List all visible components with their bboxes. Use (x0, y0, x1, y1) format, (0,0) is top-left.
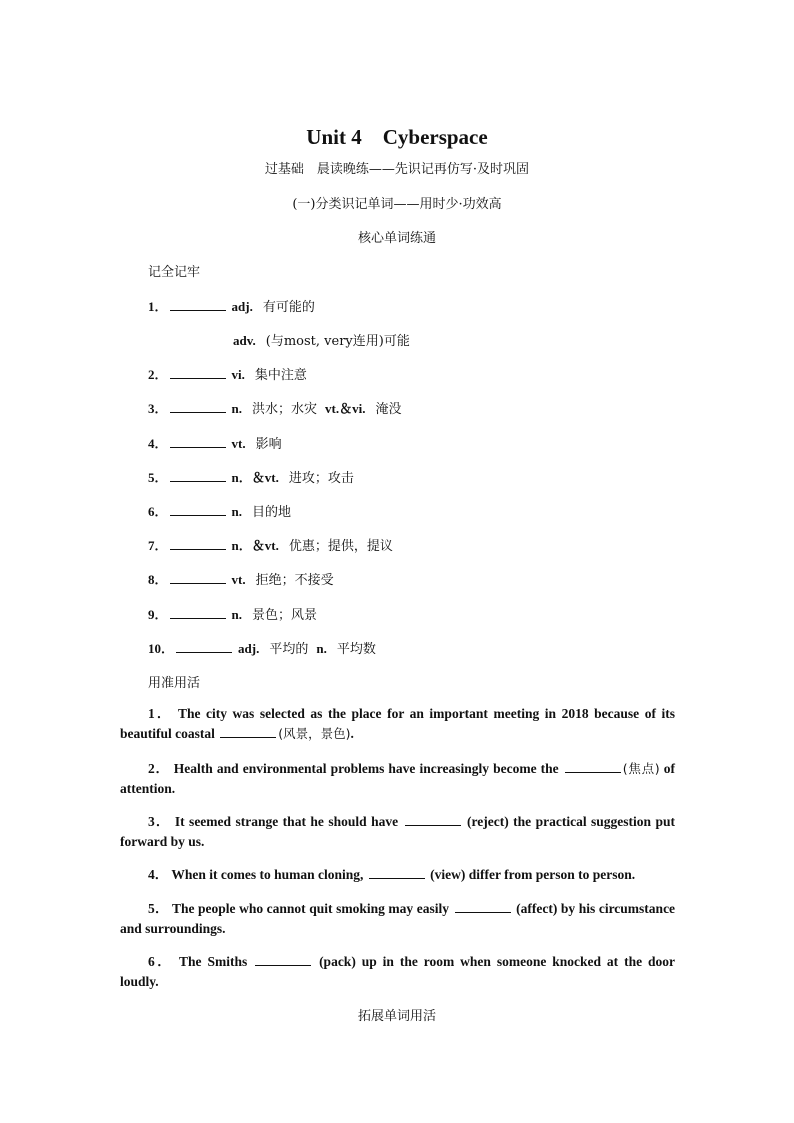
part-of-speech-2: vt.＆vi. (325, 401, 366, 416)
section-heading: (一)分类识记单词——用时少·功效高 (292, 197, 502, 212)
memorize-label: 记全记牢 (148, 265, 201, 280)
sentence-text: The city was selected as the place for an important meeting in 2018 because of its beautiful coastal (120, 706, 676, 741)
usage-label: 用准用活 (148, 676, 201, 691)
part-of-speech: n. (231, 607, 242, 622)
vocab-item (148, 398, 401, 417)
vocab-item (148, 296, 315, 315)
item-number: 4． (148, 436, 168, 451)
item-number: 5． (148, 470, 168, 485)
part-of-speech: vi. (231, 367, 245, 382)
section-subheading-2: 拓展单词用活 (357, 1009, 436, 1024)
item-number: 6． (148, 954, 174, 969)
meaning: 有可能的 (262, 300, 315, 315)
meaning: 拒绝；不接受 (255, 573, 334, 588)
answer-blank[interactable] (170, 572, 226, 584)
part-of-speech: vt. (231, 436, 246, 451)
hint: (焦点) (622, 761, 660, 776)
part-of-speech: adj. (231, 299, 253, 314)
item-number: 7． (148, 538, 168, 553)
meaning-2: 淹没 (375, 402, 402, 417)
answer-blank[interactable] (176, 641, 232, 653)
page-title: Unit 4 Cyberspace (306, 125, 488, 149)
exercise-sentence (120, 899, 675, 939)
sentence-text: When it comes to human cloning, (171, 867, 364, 882)
vocab-item (148, 569, 334, 588)
hint: (风景，景色) (278, 726, 351, 741)
sentence-text-end: by his circumstance and surroundings. (120, 901, 676, 936)
hint: (affect) (516, 901, 558, 916)
item-number: 2． (148, 367, 168, 382)
sentence-text-end: of attention. (120, 761, 676, 796)
meaning: (与most, very连用)可能 (265, 334, 410, 349)
section-subheading: 核心单词练通 (357, 231, 436, 246)
item-number: 6． (148, 504, 168, 519)
part-of-speech: n．＆vt. (231, 538, 279, 553)
item-number: 3． (148, 401, 168, 416)
hint: (reject) (466, 814, 509, 829)
hint: (pack) (319, 954, 356, 969)
meaning: 平均的 (269, 642, 309, 657)
meaning: 集中注意 (254, 368, 307, 383)
part-of-speech: n．＆vt. (231, 470, 279, 485)
part-of-speech-2: n. (316, 641, 327, 656)
answer-blank[interactable] (369, 867, 425, 879)
item-number: 5． (148, 901, 169, 916)
vocab-item-adv (231, 330, 410, 349)
item-number: 4． (148, 867, 169, 882)
answer-blank[interactable] (565, 761, 621, 773)
vocab-item (148, 467, 354, 486)
answer-blank[interactable] (170, 367, 226, 379)
meaning: 目的地 (252, 505, 292, 520)
answer-blank[interactable] (170, 607, 226, 619)
sentence-text: The people who cannot quit smoking may easily (171, 901, 449, 916)
meaning: 进攻；攻击 (288, 471, 354, 486)
sentence-text: It seemed strange that he should have (174, 814, 399, 829)
vocab-item (148, 604, 317, 623)
part-of-speech: adv. (233, 333, 256, 348)
meaning-2: 平均数 (336, 642, 376, 657)
vocab-item (148, 433, 282, 452)
answer-blank[interactable] (405, 814, 461, 826)
item-number: 2． (148, 761, 170, 776)
answer-blank[interactable] (170, 504, 226, 516)
item-number: 8． (148, 572, 168, 587)
answer-blank[interactable] (170, 538, 226, 550)
item-number: 1． (148, 299, 168, 314)
exercise-sentence (120, 759, 675, 799)
exercise-sentence (120, 704, 675, 744)
part-of-speech: vt. (231, 572, 246, 587)
item-number: 10． (148, 641, 175, 656)
sentence-text-end: differ from person to person. (468, 867, 636, 882)
meaning: 影响 (255, 437, 282, 452)
item-number: 9． (148, 607, 168, 622)
answer-blank[interactable] (170, 401, 226, 413)
sentence-text-end: . (350, 726, 354, 741)
answer-blank[interactable] (220, 726, 276, 738)
subtitle: 过基础 晨读晚练——先识记再仿写·及时巩固 (264, 162, 530, 177)
exercise-sentence (120, 952, 675, 992)
part-of-speech: n. (231, 401, 242, 416)
meaning: 景色；风景 (252, 608, 318, 623)
exercise-sentence (120, 865, 675, 885)
answer-blank[interactable] (255, 954, 311, 966)
exercise-sentence (120, 812, 675, 852)
sentence-text-end: the practical suggestion put forward by us. (120, 814, 676, 849)
part-of-speech: adj. (238, 641, 260, 656)
answer-blank[interactable] (170, 470, 226, 482)
part-of-speech: n. (231, 504, 242, 519)
answer-blank[interactable] (455, 901, 511, 913)
item-number: 3． (148, 814, 171, 829)
sentence-text: Health and environmental problems have increasingly become the (173, 761, 559, 776)
hint: (view) (430, 867, 466, 882)
vocab-item (148, 364, 307, 383)
answer-blank[interactable] (170, 436, 226, 448)
item-number: 1． (148, 706, 173, 721)
vocab-item (148, 501, 291, 520)
vocab-item (148, 535, 393, 554)
answer-blank[interactable] (170, 299, 226, 311)
sentence-text-end: up in the room when someone knocked at the door loudly. (120, 954, 676, 989)
meaning: 优惠；提供，提议 (288, 539, 393, 554)
meaning: 洪水；水灾 (252, 402, 318, 417)
sentence-text: The Smiths (179, 954, 248, 969)
vocab-item (148, 638, 376, 657)
